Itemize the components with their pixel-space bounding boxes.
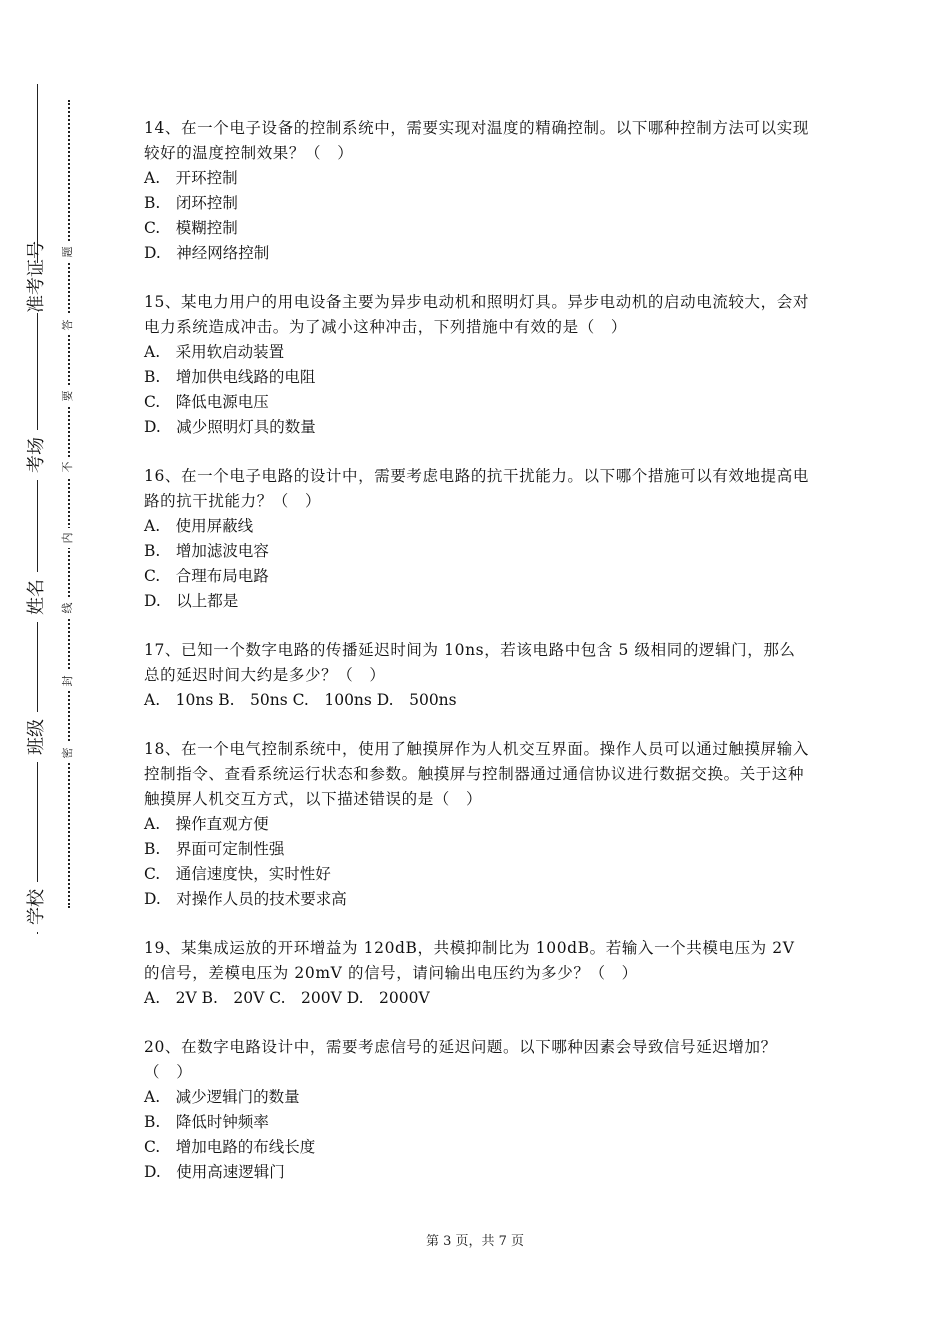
option-d: D. 减少照明灯具的数量 bbox=[144, 418, 316, 436]
option-c: C. 合理布局电路 bbox=[144, 567, 269, 585]
seal-char: 答 bbox=[60, 315, 76, 335]
option-b: B. 界面可定制性强 bbox=[144, 840, 285, 858]
seal-char: 题 bbox=[60, 242, 76, 262]
seal-char: 内 bbox=[60, 528, 76, 548]
option-a: A. 操作直观方便 bbox=[144, 815, 269, 833]
seal-dotted-line bbox=[68, 100, 70, 908]
option-c: C. 通信速度快，实时性好 bbox=[144, 865, 331, 883]
option-c: C. 降低电源电压 bbox=[144, 393, 269, 411]
question-17 bbox=[144, 638, 810, 713]
question-14 bbox=[144, 116, 810, 266]
option-d: D. 使用高速逻辑门 bbox=[144, 1163, 285, 1181]
option-d: D. 对操作人员的技术要求高 bbox=[144, 890, 347, 908]
seal-char: 线 bbox=[60, 598, 76, 618]
seal-char: 密 bbox=[60, 743, 76, 763]
option-b: B. 降低时钟频率 bbox=[144, 1113, 269, 1131]
question-stem: 16、在一个电子电路的设计中，需要考虑电路的抗干扰能力。以下哪个措施可以有效地提高电路的抗干扰能力？（ ） bbox=[144, 467, 809, 510]
binding-margin bbox=[0, 0, 90, 1344]
school-label: 学校 bbox=[25, 882, 49, 932]
seal-char: 不 bbox=[60, 457, 76, 477]
admission-number-label: 准考证号 bbox=[26, 241, 47, 313]
option-a: A. 开环控制 bbox=[144, 169, 238, 187]
seal-char: 封 bbox=[60, 671, 76, 691]
question-stem: 17、已知一个数字电路的传播延迟时间为 10ns，若该电路中包含 5 级相同的逻辑门，那么总的延迟时间大约是多少？（ ） bbox=[144, 641, 796, 684]
name-label: 姓名 bbox=[25, 572, 49, 622]
option-c: C. 增加电路的布线长度 bbox=[144, 1138, 316, 1156]
class-label: 班级 bbox=[25, 712, 49, 762]
option-a: A. 使用屏蔽线 bbox=[144, 517, 254, 535]
question-18 bbox=[144, 737, 810, 912]
options-inline: A. 10ns B. 50ns C. 100ns D. 500ns bbox=[144, 691, 457, 709]
seal-char: 要 bbox=[60, 386, 76, 406]
option-b: B. 闭环控制 bbox=[144, 194, 238, 212]
question-19 bbox=[144, 936, 810, 1011]
margin-solid-line bbox=[37, 84, 38, 934]
question-stem: 18、在一个电气控制系统中，使用了触摸屏作为人机交互界面。操作人员可以通过触摸屏输入控制指令、查看系统运行状态和参数。触摸屏与控制器通过通信协议进行数据交换。关于这种触摸屏人机交互方式，以下描述错误的是（ ） bbox=[144, 740, 809, 808]
question-stem: 14、在一个电子设备的控制系统中，需要实现对温度的精确控制。以下哪种控制方法可以实现较好的温度控制效果？（ ） bbox=[144, 119, 809, 162]
question-16 bbox=[144, 464, 810, 614]
option-b: B. 增加滤波电容 bbox=[144, 542, 269, 560]
option-d: D. 神经网络控制 bbox=[144, 244, 270, 262]
page-number: 第 3 页，共 7 页 bbox=[425, 1234, 525, 1249]
option-c: C. 模糊控制 bbox=[144, 219, 238, 237]
question-stem: 20、在数字电路设计中，需要考虑信号的延迟问题。以下哪种因素会导致信号延迟增加？（ ） bbox=[144, 1038, 777, 1081]
option-a: A. 采用软启动装置 bbox=[144, 343, 285, 361]
option-a: A. 减少逻辑门的数量 bbox=[144, 1088, 300, 1106]
options-inline: A. 2V B. 20V C. 200V D. 2000V bbox=[144, 989, 430, 1007]
question-stem: 19、某集成运放的开环增益为 120dB，共模抑制比为 100dB。若输入一个共模电压为 2V 的信号，差模电压为 20mV 的信号，请问输出电压约为多少？（ ） bbox=[144, 939, 795, 982]
question-20 bbox=[144, 1035, 810, 1185]
exam-room-label: 考场 bbox=[25, 430, 49, 480]
option-d: D. 以上都是 bbox=[144, 592, 239, 610]
question-list bbox=[144, 116, 810, 1209]
question-15 bbox=[144, 290, 810, 440]
question-stem: 15、某电力用户的用电设备主要为异步电动机和照明灯具。异步电动机的启动电流较大，会对电力系统造成冲击。为了减小这种冲击，下列措施中有效的是（ ） bbox=[144, 293, 809, 336]
option-b: B. 增加供电线路的电阻 bbox=[144, 368, 316, 386]
